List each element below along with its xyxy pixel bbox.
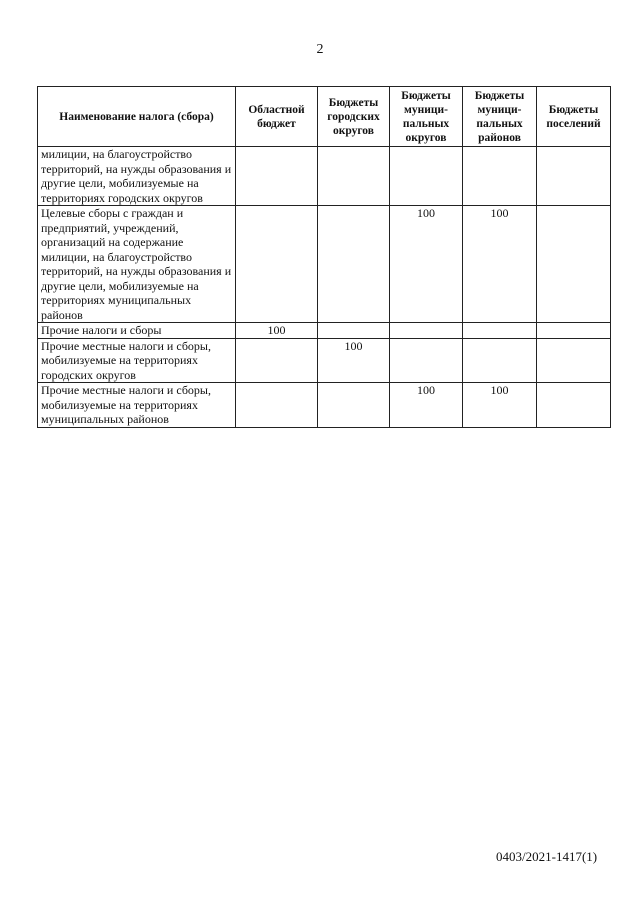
municipal-regions-value-cell <box>463 147 537 206</box>
header-settlements-budgets: Бюджеты поселений <box>537 87 611 147</box>
regional-value-cell <box>236 338 318 383</box>
table-row <box>38 206 611 323</box>
tax-name-cell: милиции, на благоустройство территорий, на нужды образования и другие цели, мобилизуемые на территориях городских округов <box>38 147 236 206</box>
city-districts-value-cell: 100 <box>318 338 390 383</box>
municipal-regions-value-cell: 100 <box>463 206 537 323</box>
header-city-districts-budgets: Бюджеты городских округов <box>318 87 390 147</box>
tax-distribution-table <box>37 86 611 428</box>
municipal-districts-value-cell: 100 <box>390 206 463 323</box>
page-number: 2 <box>316 42 324 57</box>
regional-value-cell <box>236 383 318 428</box>
municipal-districts-value-cell <box>390 147 463 206</box>
tax-name-cell: Прочие местные налоги и сборы, мобилизуемые на территориях городских округов <box>38 338 236 383</box>
table-header-row <box>38 87 611 147</box>
document-code: 0403/2021-1417(1) <box>496 849 598 864</box>
municipal-districts-value-cell: 100 <box>390 383 463 428</box>
regional-value-cell <box>236 206 318 323</box>
header-regional-budget: Областной бюджет <box>236 87 318 147</box>
municipal-districts-value-cell <box>390 323 463 339</box>
tax-name-cell: Прочие налоги и сборы <box>38 323 236 339</box>
table-row <box>38 383 611 428</box>
tax-name-cell: Целевые сборы с граждан и предприятий, учреждений, организаций на содержание милиции, на благоустройство территорий, на нужды образования и другие цели, мобилизуемые на территориях муниципальных районов <box>38 206 236 323</box>
settlements-value-cell <box>537 323 611 339</box>
city-districts-value-cell <box>318 147 390 206</box>
header-tax-name: Наименование налога (сбора) <box>38 87 236 147</box>
settlements-value-cell <box>537 206 611 323</box>
table-row <box>38 147 611 206</box>
table-row <box>38 323 611 339</box>
regional-value-cell: 100 <box>236 323 318 339</box>
header-municipal-districts-budgets: Бюджеты муници- пальных округов <box>390 87 463 147</box>
settlements-value-cell <box>537 147 611 206</box>
settlements-value-cell <box>537 383 611 428</box>
municipal-regions-value-cell <box>463 323 537 339</box>
municipal-districts-value-cell <box>390 338 463 383</box>
table-row <box>38 338 611 383</box>
city-districts-value-cell <box>318 383 390 428</box>
header-municipal-regions-budgets: Бюджеты муници- пальных районов <box>463 87 537 147</box>
municipal-regions-value-cell: 100 <box>463 383 537 428</box>
tax-name-cell: Прочие местные налоги и сборы, мобилизуемые на территориях муниципальных районов <box>38 383 236 428</box>
city-districts-value-cell <box>318 323 390 339</box>
settlements-value-cell <box>537 338 611 383</box>
city-districts-value-cell <box>318 206 390 323</box>
municipal-regions-value-cell <box>463 338 537 383</box>
regional-value-cell <box>236 147 318 206</box>
